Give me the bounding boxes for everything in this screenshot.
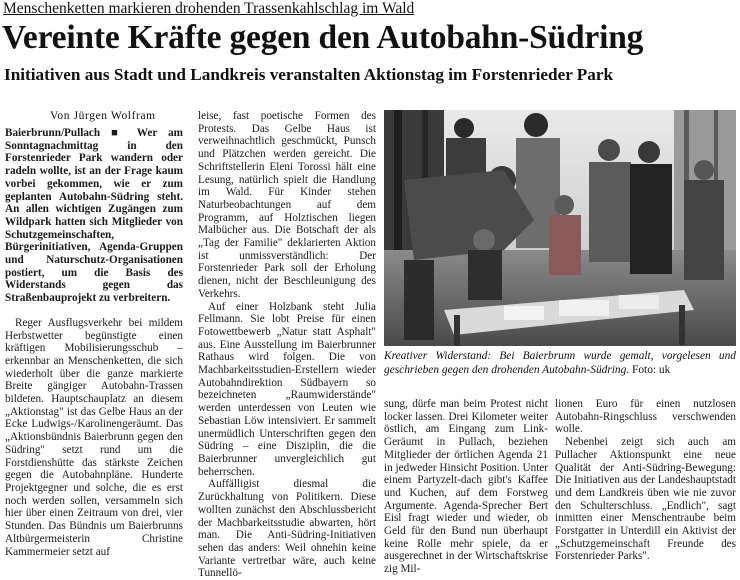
body-paragraph: Nebenbei zeigt sich auch am Pullacher Aktionspunkt eine neue Qualität der Anti-Südring-Bewegung: Die Initiativen aus der Landeshauptstadt und dem Landkreis üben wie nie zuvor den Schulterschluss. „Endlich", sagt inmitten einer Menschentraube beim Forstgatter in Unterdill ein Aktivist der „Schutzgemeinschaft Freunde des Forstenrieder Parks". [555,436,736,563]
body-paragraph: sung, dürfe man beim Protest nicht locker lassen. Drei Kilometer weiter östlich, am Eingang zum Link-Geräumt in Pullach, beziehen Mitglieder der örtlichen Agenda 21 in jedweder Hinsicht Position. Unter einem Partyzelt-dach gibt's Kaffee und Kuchen, auf dem Forstweg Argumente. Agenda-Sprecher Bert Eisl fragt wieder und wieder, ob Geld für den Bund nun überhaupt keine Rolle mehr spiele, da er ausgerechnet in der Wirtschaftskrise zig Mil- [384,398,548,576]
headline: Vereinte Kräfte gegen den Autobahn-Südring [2,19,644,56]
body-paragraph: Auf einer Holzbank steht Julia Fellmann. Sie lobt Preise für einen Fotowettbewerb „Natur statt Asphalt" aus. Eine Ausstellung im Baierbrunner Rathaus wird folgen. Die von Machbarkeitsstudien-Erstellern wieder Autobahndirektion Südbayern so bezeichneten „Raumwiderstände" werden unterdessen von Leuten wie Sebastian Löw intensiviert. Er sammelt unermüdlich Unterschriften gegen den Südring – eine Disziplin, die die Baierbrunner unvergleichlich gut beherrschen. [198,300,376,478]
body-paragraph: lionen Euro für einen nutzlosen Autobahn-Ringschluss verschwenden wolle. [555,398,736,436]
lead-paragraph: Baierbrunn/Pullach ■ Wer am Sonntagnachmittag in den Forstenrieder Park wandern oder radeln wollte, ist an der Frage kaum vorbei gekommen, wie er zum geplanten Autobahn-Südring steht. An allen wichtigen Zugängen zum Wildpark hatten sich Mitglieder von Schutzgemeinschaften, Bürgerinitiativen, Agenda-Gruppen und Naturschutz-Organisationen postiert, um die Basis des Widerstands gegen das Straßenbauprojekt zu verbreitern. [5,127,183,305]
news-photo [384,110,736,346]
article-column-4 [555,398,736,571]
article-column-2 [198,110,376,580]
article-column-3 [384,398,548,576]
photo-illustration [384,110,736,346]
subheadline: Initiativen aus Stadt und Landkreis veranstalten Aktionstag im Forstenrieder Park [4,65,614,84]
byline: Von Jürgen Wolfram [50,110,156,122]
photo-credit: Foto: uk [632,363,671,376]
photo-caption [384,350,736,377]
article-column-1 [5,127,183,571]
body-paragraph: leise, fast poetische Formen des Protests. Das Gelbe Haus ist verweihnachtlich geschmückt, Punsch und Plätzchen werden gereicht. Die Schriftstellerin Eleni Torossi hält eine Lesung, natürlich spielt die Handlung im Wald. Für Kinder stehen Naturbeobachtungen auf dem Programm, auf Holztischen liegen Malbücher aus. Die Botschaft der als „Tag der Familie" deklarierten Aktion ist unmissverständlich: Der Forstenrieder Park soll der Erholung dienen, nicht der Beschleunigung des Verkehrs. [198,110,376,300]
caption-text: Kreativer Widerstand: Bei Baierbrunn wurde gemalt, vorgelesen und geschrieben gegen den drohenden Autobahn-Südring. [384,350,736,376]
body-paragraph: Reger Ausflugsverkehr bei mildem Herbstwetter begünstigte einen kräftigen Mobilisierungsschub – erkennbar an Menschenketten, die sich wiederholt über die ganze markierte Breite gängiger Autobahn-Trassen bildeten. Hauptschauplatz an diesem „Aktionstag" ist das Gelbe Haus an der Ecke Ludwigs-/Karolinengeräumt. Das „Aktionsbündnis Baierbrunn gegen den Südring" setzt rund um die Forstdienshütte das stärkste Zeichen gegen die Autobahnpläne. Hunderte Projektgegner und solche, die es erst noch werden sollen, versammeln sich hier über einen Zeitraum von drei, vier Stunden. Das Bündnis um Baierbrunns Altbürgermeisterin Christine Kammermeier setzt auf [5,316,183,558]
kicker-line: Menschenketten markieren drohenden Trassenkahlschlag im Wald [3,0,415,17]
body-paragraph: Auffälligist diesmal die Zurückhaltung von Politikern. Diese wollten zunächst den Abschlussbericht der Machbarkeitsstudie abwarten, hört man. Die Anti-Südring-Initiativen sehen das anders: Weil ohnehin keine Variante vertretbar wäre, auch keine Tunnellö- [198,478,376,580]
